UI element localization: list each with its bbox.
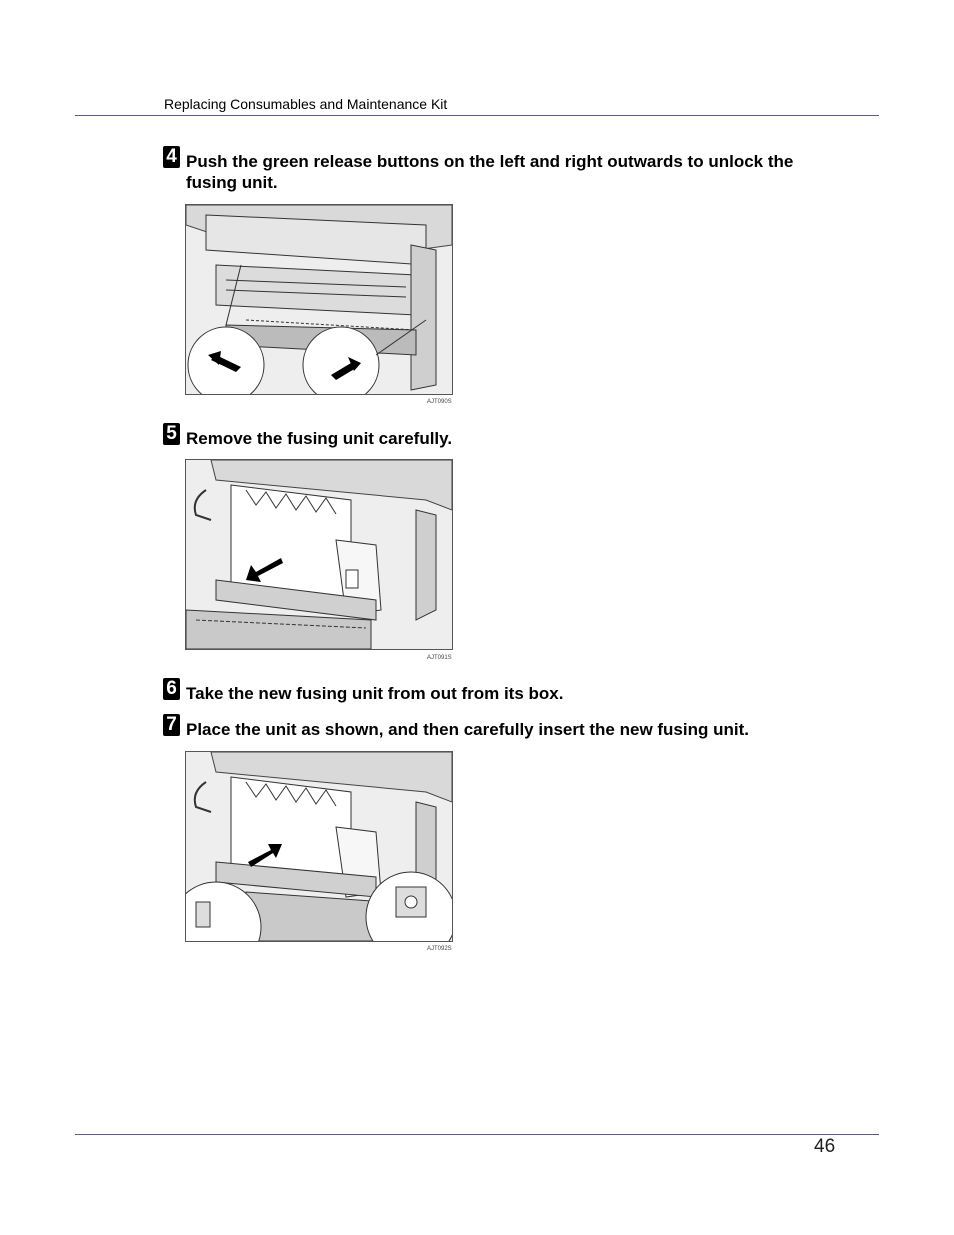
page-header-title: Replacing Consumables and Maintenance Kit [164, 96, 448, 112]
figure-code-3: AJT092S [427, 946, 452, 952]
step-4-text: Push the green release buttons on the left and right outwards to unlock the fusing unit. [186, 152, 794, 192]
step-5-number: 5 [163, 423, 180, 445]
step-6-number: 6 [163, 678, 180, 700]
step-6-text: Take the new fusing unit from out from its box. [186, 684, 564, 703]
footer-divider [75, 1134, 879, 1135]
figure-insert-fusing-unit [185, 751, 453, 942]
step-7-text: Place the unit as shown, and then carefully insert the new fusing unit. [186, 720, 749, 739]
figure-remove-fusing-unit [185, 459, 453, 650]
page-number: 46 [814, 1136, 836, 1157]
header-divider [75, 115, 879, 116]
step-7-number: 7 [163, 714, 180, 736]
step-4-number: 4 [163, 146, 180, 168]
figure-code-1: AJT090S [427, 399, 452, 405]
figure-code-2: AJT091S [427, 655, 452, 661]
figure-release-buttons [185, 204, 453, 395]
step-5-text: Remove the fusing unit carefully. [186, 429, 453, 448]
